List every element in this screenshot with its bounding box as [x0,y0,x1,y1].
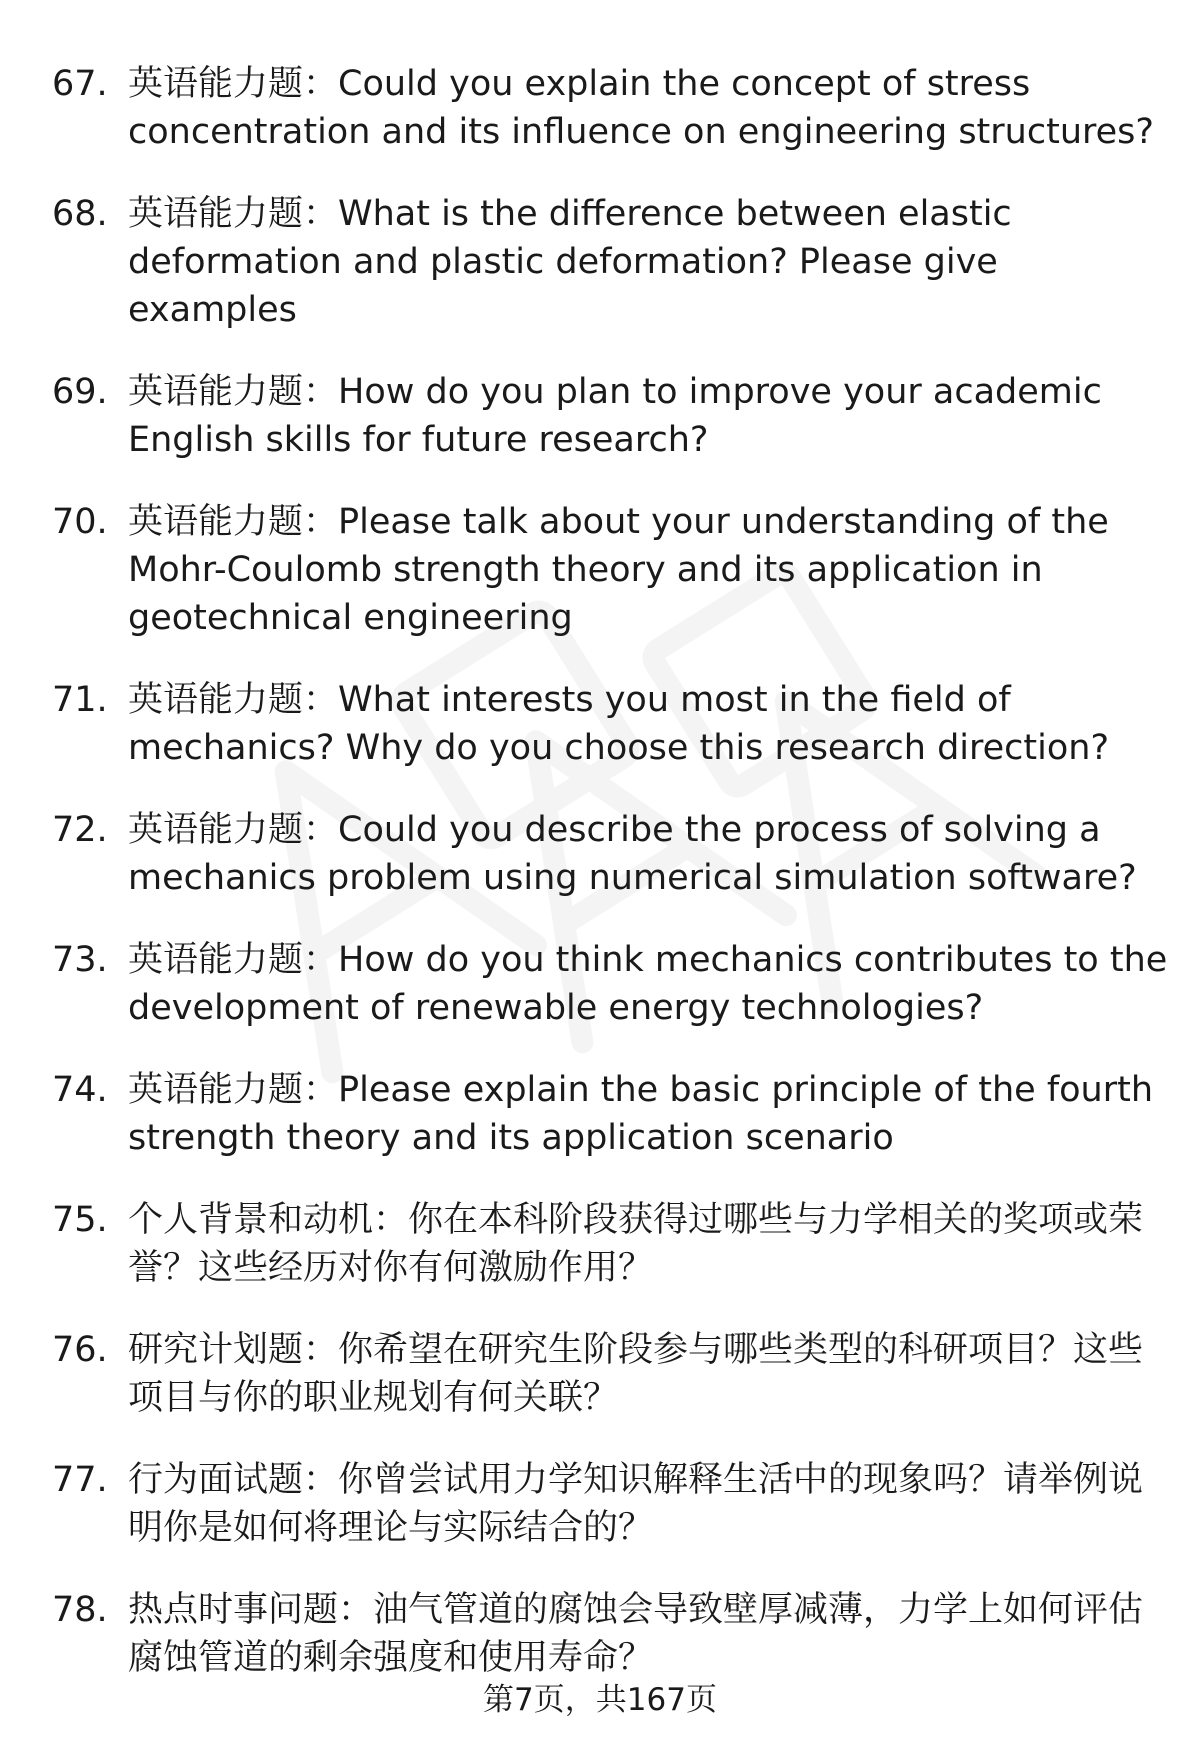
question-item [52,676,1172,772]
question-number: 76. [52,1330,108,1370]
question-item [52,1326,1172,1422]
question-number: 75. [52,1200,108,1240]
page-footer: 第7页，共167页 [483,1682,717,1718]
question-number: 67. [52,64,108,104]
question-text: 个人背景和动机：你在本科阶段获得过哪些与力学相关的奖项或荣誉？这些经历对你有何激励作用？ [128,1200,1144,1288]
question-text: 英语能力题：Please explain the basic principle of the fourth strength theory and its application scenario [128,1070,1154,1158]
question-number: 74. [52,1070,108,1110]
question-text: 热点时事问题：油气管道的腐蚀会导致壁厚减薄，力学上如何评估腐蚀管道的剩余强度和使用寿命？ [128,1590,1144,1678]
question-list [52,60,1172,1716]
question-number: 77. [52,1460,108,1500]
question-number: 68. [52,194,108,234]
question-text: 英语能力题：What is the difference between elastic deformation and plastic deformation? Please give examples [128,194,1012,330]
question-item [52,498,1172,642]
question-text: 行为面试题：你曾尝试用力学知识解释生活中的现象吗？请举例说明你是如何将理论与实际结合的？ [128,1460,1144,1548]
question-number: 69. [52,372,108,412]
question-number: 78. [52,1590,108,1630]
question-text: 英语能力题：What interests you most in the field of mechanics? Why do you choose this research direction? [128,680,1110,768]
question-item [52,190,1172,334]
question-text: 英语能力题：How do you plan to improve your academic English skills for future research? [128,372,1102,460]
question-text: 英语能力题：Could you describe the process of solving a mechanics problem using numerical simulation software? [128,810,1137,898]
question-text: 英语能力题：Please talk about your understanding of the Mohr-Coulomb strength theory and its application in geotechnical engineering [128,502,1109,638]
question-item [52,1196,1172,1292]
question-item [52,806,1172,902]
question-number: 70. [52,502,108,542]
question-item [52,1586,1172,1682]
question-text: 英语能力题：How do you think mechanics contributes to the development of renewable energy technologies? [128,940,1168,1028]
question-text: 研究计划题：你希望在研究生阶段参与哪些类型的科研项目？这些项目与你的职业规划有何关联？ [128,1330,1144,1418]
question-text: 英语能力题：Could you explain the concept of stress concentration and its influence on engineering structures? [128,64,1154,152]
question-item [52,60,1172,156]
question-item [52,368,1172,464]
question-number: 73. [52,940,108,980]
question-item [52,936,1172,1032]
question-item [52,1066,1172,1162]
question-number: 71. [52,680,108,720]
question-number: 72. [52,810,108,850]
question-item [52,1456,1172,1552]
